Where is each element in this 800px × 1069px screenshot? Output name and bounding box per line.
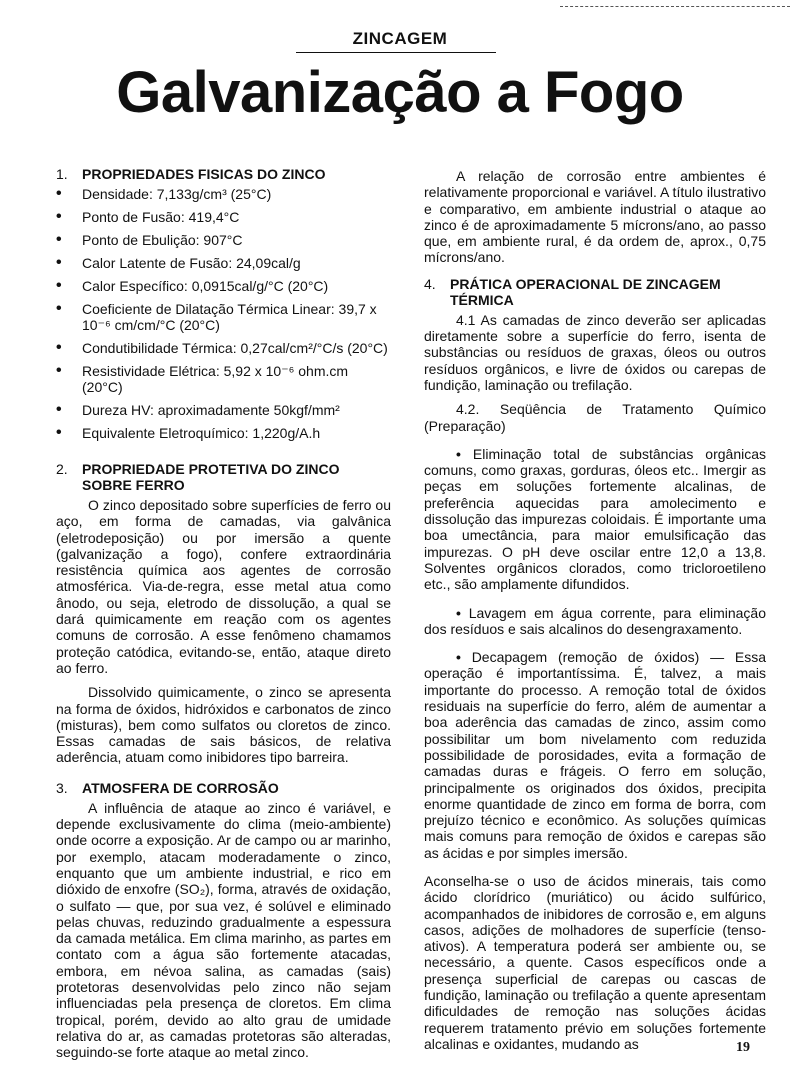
- bullet-icon: •: [56, 208, 62, 225]
- bullet-paragraph: • Decapagem (remoção de óxidos) — Essa operação é importantíssima. É, talvez, a mais importante do processo. A remoção total de óxidos residuais na superfície do ferro, além de aumentar a boa aderência das camadas de zinco, assim como possibilitar um bom nivelamento com reduzida possibilidade de porosidades, evita a formação de camadas duras e frágeis. O ferro em solução, principalmente os originados dos óxidos, precipita enorme quantidade de zinco em forma de borra, com prejuízo técnico e econômico. As soluções químicas mais comuns para remoção de óxidos e carepas são as ácidas e por simples imersão.: [424, 649, 766, 861]
- bullet-icon: •: [56, 362, 62, 379]
- section-4-heading: [424, 276, 766, 308]
- bullet-icon: •: [456, 604, 469, 621]
- bullet-icon: •: [56, 424, 62, 441]
- paragraph: O zinco depositado sobre superfícies de ferro ou aço, em forma de camadas, via galvânica (eletrodeposição) ou por imersão a quente (galvanização a fogo), confere extraordinária resistência química aos agentes de corrosão atmosférica. Via-de-regra, esse metal atua como ânodo, ou seja, eletrodo de dissolução, a qual se dará quimicamente em reação com os agentes comuns de corrosão. A esse fenômeno chamamos proteção catódica, evitando-se, então, ataque direto ao ferro.: [56, 497, 391, 676]
- bullet-icon: •: [56, 401, 62, 418]
- paragraph: A influência de ataque ao zinco é variável, e depende exclusivamente do clima (meio-ambiente) onde ocorre a exposição. Ar de campo ou ar marinho, por exemplo, atacam moderadamente o zinco, enquanto que um ambiente industrial, e rico em dióxido de enxofre (SO₂), forma, através de oxidação, o sulfato — que, por sua vez, é solúvel e eliminado pelas chuvas, reduzindo gradualmente a espessura da camada metálica. Em clima marinho, as partes em contato com a água são fortemente atacadas, embora, em névoa salina, as camadas (sais) protetoras desenvolvidas pelo zinco não sejam influenciadas pela presença de cloretos. Em clima tropical, porém, devido ao alto grau de umidade relativa do ar, as camadas protetoras são alteradas, seguindo-se forte ataque ao metal zinco.: [56, 799, 391, 1061]
- list-item: • Ponto de Ebulição: 907°C: [56, 231, 243, 248]
- bullet-icon: •: [56, 185, 62, 202]
- list-item: • Coeficiente de Dilatação Térmica Linear: 39,7 x 10⁻⁶ cm/cm/°C (20°C): [56, 300, 377, 333]
- scan-edge-mark: [560, 6, 790, 7]
- bullet-icon: •: [56, 300, 62, 317]
- section-2-heading: [56, 461, 391, 493]
- section-1-heading: [56, 166, 391, 182]
- list-item: • Ponto de Fusão: 419,4°C: [56, 208, 240, 225]
- right-column: [424, 168, 766, 1060]
- section-title: PROPRIEDADES FISICAS DO ZINCO: [82, 166, 326, 182]
- bullet-icon: •: [56, 254, 62, 271]
- section-number: 1.: [56, 166, 68, 182]
- kicker-underline: [296, 52, 496, 53]
- paragraph: Aconselha-se o uso de ácidos minerais, tais como ácido clorídrico (muriático) ou ácido sulfúrico, acompanhados de inibidores de corrosão e, em alguns casos, adições de molhadores de superfície (tenso-ativos). A temperatura poderá ser ambiente ou, se necessário, a quente. Casos específicos onde a presença superficial de carepas ou cascas de fundição, laminação ou trefilação a quente apresentam dificuldades de remoção nas soluções ácidas requerem tratamento prévio em soluções fortemente alcalinas e oxidantes, mudando as: [424, 872, 766, 1052]
- list-item: • Calor Latente de Fusão: 24,09cal/g: [56, 254, 301, 271]
- list-item: • Equivalente Eletroquímico: 1,220g/A.h: [56, 424, 321, 441]
- subsection-heading: 4.2. Seqüência de Tratamento Químico (Preparação): [424, 401, 766, 434]
- section-title: PROPRIEDADE PROTETIVA DO ZINCO SOBRE FERRO: [82, 461, 340, 493]
- list-item: • Resistividade Elétrica: 5,92 x 10⁻⁶ ohm.cm (20°C): [56, 362, 349, 395]
- bullet-paragraph: • Eliminação total de substâncias orgânicas comuns, como graxas, gorduras, óleos etc.. Imergir as peças em soluções fortemente alcalinas, de preferência aquecidas para amolecimento e dissolução das impurezas coloidais. É importante uma boa umectância, para maior emulsificação das impurezas. O pH deve oscilar entre 12,0 a 13,8. Solventes orgânicos clorados, como tricloroetileno etc., são amplamente difundidos.: [424, 445, 767, 593]
- left-column: [56, 166, 391, 1069]
- list-item: • Densidade: 7,133g/cm³ (25°C): [56, 185, 272, 202]
- bullet-icon: •: [56, 231, 62, 248]
- section-title: ATMOSFERA DE CORROSÃO: [82, 779, 279, 796]
- paragraph: 4.1 As camadas de zinco deverão ser aplicadas diretamente sobre a superfície do ferro, isenta de substâncias ou resíduos de graxas, óleos ou outros resíduos orgânicos, e livre de óxidos ou carepas de fundição, laminação ou trefilação.: [424, 311, 766, 393]
- section-title: PRÁTICA OPERACIONAL DE ZINCAGEM TÉRMICA: [450, 275, 721, 308]
- paragraph: A relação de corrosão entre ambientes é relativamente proporcional e variável. A título ilustrativo e comparativo, em ambiente industrial o ataque ao zinco é de aproximadamente 5 mícrons/ano, ao passo que, em ambiente rural, é da ordem de, aprox., 0,75 mícrons/ano.: [424, 168, 766, 266]
- bullet-icon: •: [56, 339, 62, 356]
- section-kicker: ZINCAGEM: [352, 29, 448, 48]
- page-number: 19: [736, 1040, 750, 1055]
- list-item: • Dureza HV: aproximadamente 50kgf/mm²: [56, 401, 340, 418]
- bullet-icon: •: [456, 445, 473, 462]
- list-item: • Calor Específico: 0,0915cal/g/°C (20°C): [56, 277, 329, 294]
- page-title: Galvanização a Fogo: [116, 60, 684, 125]
- section-number: 4.: [424, 275, 436, 292]
- bullet-icon: •: [456, 649, 472, 666]
- bullet-icon: •: [56, 277, 62, 294]
- zinc-properties-list: [56, 186, 391, 441]
- section-number: 2.: [56, 461, 68, 477]
- section-3-heading: [56, 780, 391, 796]
- section-number: 3.: [56, 779, 68, 796]
- list-item: • Condutibilidade Térmica: 0,27cal/cm²/°C/s (20°C): [56, 339, 388, 356]
- paragraph: Dissolvido quimicamente, o zinco se apresenta na forma de óxidos, hidróxidos e carbonatos de zinco (misturas), bem como sulfatos ou cloretos de zinco. Essas camadas de sais básicos, de relativa aderência, atuam como inibidores tipo barreira.: [56, 684, 391, 766]
- bullet-paragraph: • Lavagem em água corrente, para eliminação dos resíduos e sais alcalinos do desengraxamento.: [424, 604, 766, 637]
